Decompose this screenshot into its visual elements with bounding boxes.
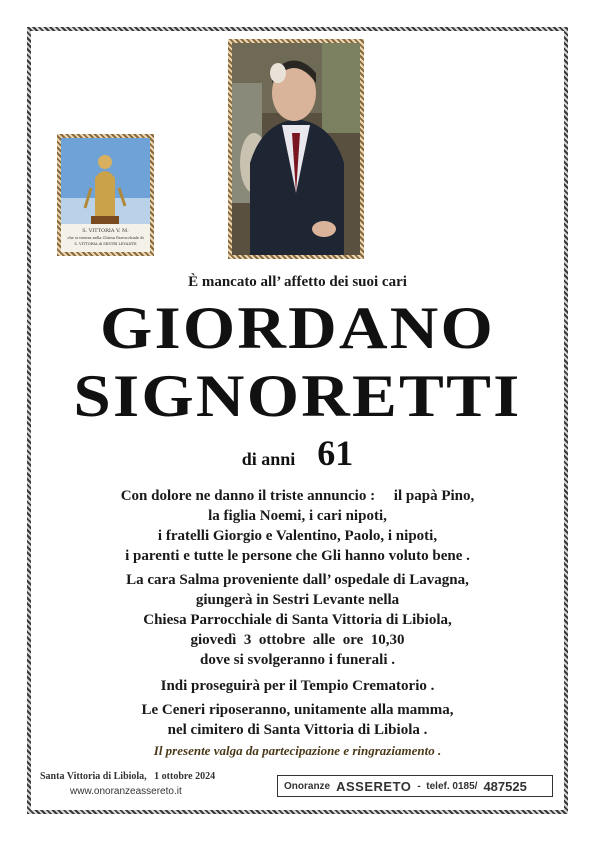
age-value: 61 xyxy=(317,433,354,473)
announcement-block xyxy=(60,486,535,566)
agency-phone: 487525 xyxy=(483,778,527,794)
funeral-line: La cara Salma proveniente dall’ ospedale di Lavagna, xyxy=(126,572,469,588)
announcement-line: i parenti e tutte le persone che Gli hanno voluto bene . xyxy=(125,548,470,564)
rest-line: nel cimitero di Santa Vittoria di Libiola . xyxy=(167,722,428,738)
agency-prefix: Onoranze xyxy=(284,780,331,792)
saint-card-line2: S. VITTORIA di SESTRI LEVANTE xyxy=(74,242,137,246)
rest-block xyxy=(60,700,535,740)
funeral-line: Chiesa Parrocchiale di Santa Vittoria di Libiola, xyxy=(143,612,452,628)
last-name: SIGNORETTI xyxy=(73,363,522,429)
funeral-line: giungerà in Sestri Levante nella xyxy=(195,592,400,608)
cremation-line: Indi proseguirà per il Tempio Crematorio . xyxy=(160,678,435,694)
funeral-line: giovedì 3 ottobre alle ore 10,30 xyxy=(190,632,405,648)
saint-card xyxy=(57,134,154,256)
announcement-line: la figlia Noemi, i cari nipoti, xyxy=(208,508,387,524)
funeral-block xyxy=(60,570,535,670)
age-line xyxy=(0,432,595,474)
agency-box xyxy=(277,775,553,797)
announcement-line: Con dolore ne danno il triste annuncio : il papà Pino, xyxy=(120,488,475,504)
intro-text: È mancato all’ affetto dei suoi cari xyxy=(188,274,407,290)
thanks-line: Il presente valga da partecipazione e ringraziamento . xyxy=(153,743,442,758)
saint-card-line1: che si venera nella Chiesa Parrocchiale di xyxy=(67,236,144,240)
rest-line: Le Ceneri riposeranno, unitamente alla mamma, xyxy=(141,702,454,718)
agency-name: ASSERETO xyxy=(336,778,412,794)
funeral-line: dove si svolgeranno i funerali . xyxy=(199,652,395,668)
website-link[interactable]: www.onoranzeassereto.it xyxy=(70,786,182,797)
announcement-line: i fratelli Giorgio e Valentino, Paolo, i nipoti, xyxy=(157,528,438,544)
agency-phone-label: - telef. 0185/ xyxy=(417,780,478,792)
portrait-photo xyxy=(228,39,364,259)
first-name: GIORDANO xyxy=(99,295,496,361)
age-label: di anni xyxy=(241,449,296,469)
place-date: Santa Vittoria di Libiola, 1 ottobre 2024 xyxy=(40,771,216,782)
portrait-image xyxy=(232,43,360,255)
saint-card-title: S. VITTORIA V. M. xyxy=(82,228,129,234)
saint-statue-image xyxy=(61,138,150,252)
